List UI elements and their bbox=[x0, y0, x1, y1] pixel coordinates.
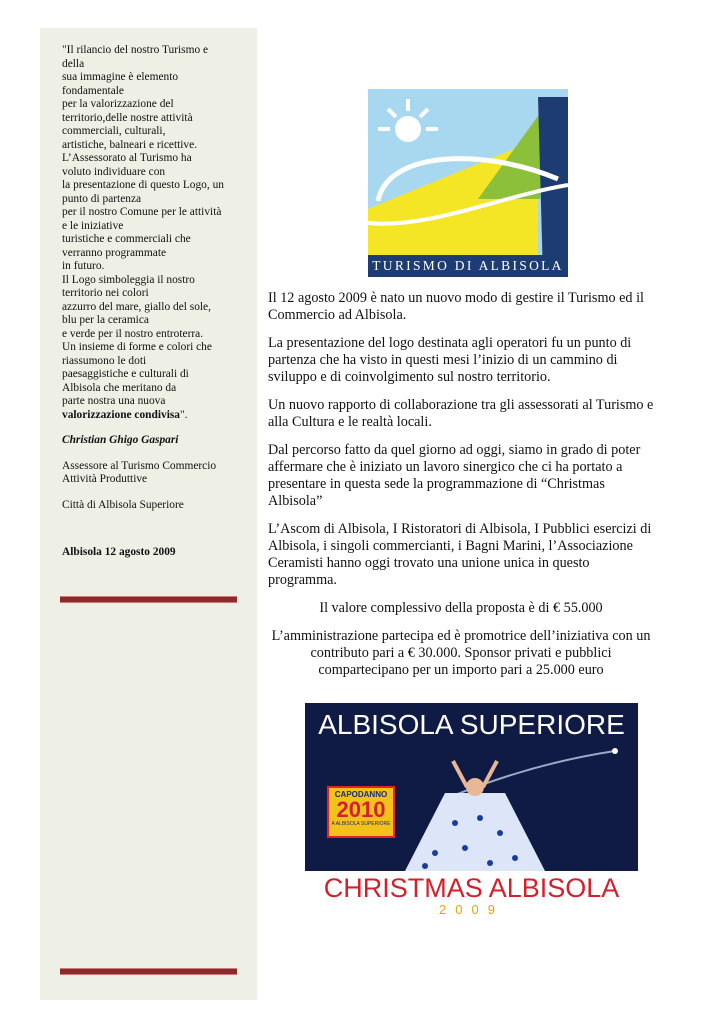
quote-line: sua immagine è elemento bbox=[62, 71, 179, 83]
logo-caption: TURISMO DI ALBISOLA bbox=[368, 255, 568, 277]
quote-lines bbox=[62, 44, 242, 409]
author-role bbox=[62, 460, 242, 487]
badge-small-text: A ALBISOLA SUPERIORE bbox=[331, 821, 391, 827]
quote-line: voluto individuare con bbox=[62, 165, 166, 178]
quote-line: e le iniziative bbox=[62, 219, 124, 232]
paragraph-2: La presentazione del logo destinata agli operatori fu un punto di partenza che ha visto in questi mesi l’inizio di un cammino di sviluppo e di coinvolgimento sul nostro territorio. bbox=[268, 335, 632, 385]
paragraph-6: Il valore complessivo della proposta è di € 55.000 bbox=[319, 600, 603, 616]
quote-line: territorio,delle nostre attività bbox=[62, 111, 193, 124]
quote-line: riassumono le doti bbox=[62, 354, 147, 367]
author-role-line2: Attività Produttive bbox=[62, 473, 148, 485]
poster-footer bbox=[305, 871, 638, 918]
quote-line: turistiche e commerciali che bbox=[62, 233, 191, 245]
quote-line: territorio nei colori bbox=[62, 287, 149, 299]
quote-line: parte nostra una nuova bbox=[62, 395, 166, 407]
quote-line: della bbox=[62, 57, 85, 70]
quote-line: artistiche, balneari e ricettive. bbox=[62, 138, 198, 151]
sidebar-text bbox=[62, 44, 242, 572]
quote-line: la presentazione di questo Logo, un bbox=[62, 179, 224, 191]
paragraph-5: L’Ascom di Albisola, I Ristoratori di Albisola, I Pubblici esercizi di Albisola, i singoli commercianti, i Bagni Marini, l’Associazione Ceramisti hanno oggi trovato una unione unica in questo programma. bbox=[268, 521, 652, 588]
poster-top-title: ALBISOLA SUPERIORE bbox=[318, 709, 625, 740]
quote-line: Un insieme di forme e colori che bbox=[62, 341, 212, 353]
quote-line: e verde per il nostro entroterra. bbox=[62, 327, 204, 340]
badge-label: CAPODANNO bbox=[334, 790, 388, 799]
quote-line: in futuro. bbox=[62, 260, 105, 272]
divider-top bbox=[60, 596, 237, 603]
quote-line: paesaggistiche e culturali di bbox=[62, 368, 189, 380]
city-name: Città di Albisola Superiore bbox=[62, 498, 184, 511]
paragraph-1: Il 12 agosto 2009 è nato un nuovo modo di gestire il Turismo ed il Commercio ad Albisola. bbox=[268, 290, 644, 323]
paragraph-3: Un nuovo rapporto di collaborazione tra gli assessorati al Turismo e alla Cultura e le realtà locali. bbox=[268, 397, 654, 430]
badge-year: 2010 bbox=[336, 797, 386, 822]
author-role-line1: Assessore al Turismo Commercio bbox=[62, 459, 217, 472]
quote-line: "Il rilancio del nostro Turismo e bbox=[62, 44, 209, 56]
paragraph-4: Dal percorso fatto da quel giorno ad oggi, siamo in grado di poter affermare che è iniziato un lavoro sinergico che ci ha portato a presentare in questa sede la programmazione di “Christmas Albisola” bbox=[268, 442, 641, 509]
divider-bottom bbox=[60, 968, 237, 975]
quote-line: per il nostro Comune per le attività bbox=[62, 206, 222, 218]
quote-line: verranno programmate bbox=[62, 246, 167, 259]
quote bbox=[62, 44, 242, 422]
quote-bold: valorizzazione condivisa bbox=[62, 408, 181, 421]
main-content bbox=[268, 290, 654, 690]
quote-line: L’Assessorato al Turismo ha bbox=[62, 152, 192, 164]
turismo-logo bbox=[368, 89, 568, 277]
poster-bottom-year: 2009 bbox=[439, 902, 504, 917]
quote-line: punto di partenza bbox=[62, 192, 142, 205]
paragraph-7: L’amministrazione partecipa ed è promotrice dell’iniziativa con un contributo pari a € 30.000. Sponsor privati e pubblici compartecipano per un importo pari a 25.000 euro bbox=[271, 628, 651, 678]
quote-line: Il Logo simboleggia il nostro bbox=[62, 273, 195, 286]
christmas-poster bbox=[305, 703, 638, 918]
quote-line: fondamentale bbox=[62, 84, 124, 97]
document-date: Albisola 12 agosto 2009 bbox=[62, 546, 176, 558]
quote-line: commerciali, culturali, bbox=[62, 125, 166, 137]
quote-end: ". bbox=[180, 408, 188, 421]
poster-bottom-title: CHRISTMAS ALBISOLA bbox=[323, 873, 620, 903]
capodanno-badge bbox=[327, 786, 395, 838]
quote-line: azzurro del mare, giallo del sole, bbox=[62, 300, 211, 313]
quote-line: per la valorizzazione del bbox=[62, 98, 174, 110]
author-name: Christian Ghigo Gaspari bbox=[62, 434, 179, 446]
quote-line: blu per la ceramica bbox=[62, 314, 149, 326]
quote-line: Albisola che meritano da bbox=[62, 381, 177, 394]
